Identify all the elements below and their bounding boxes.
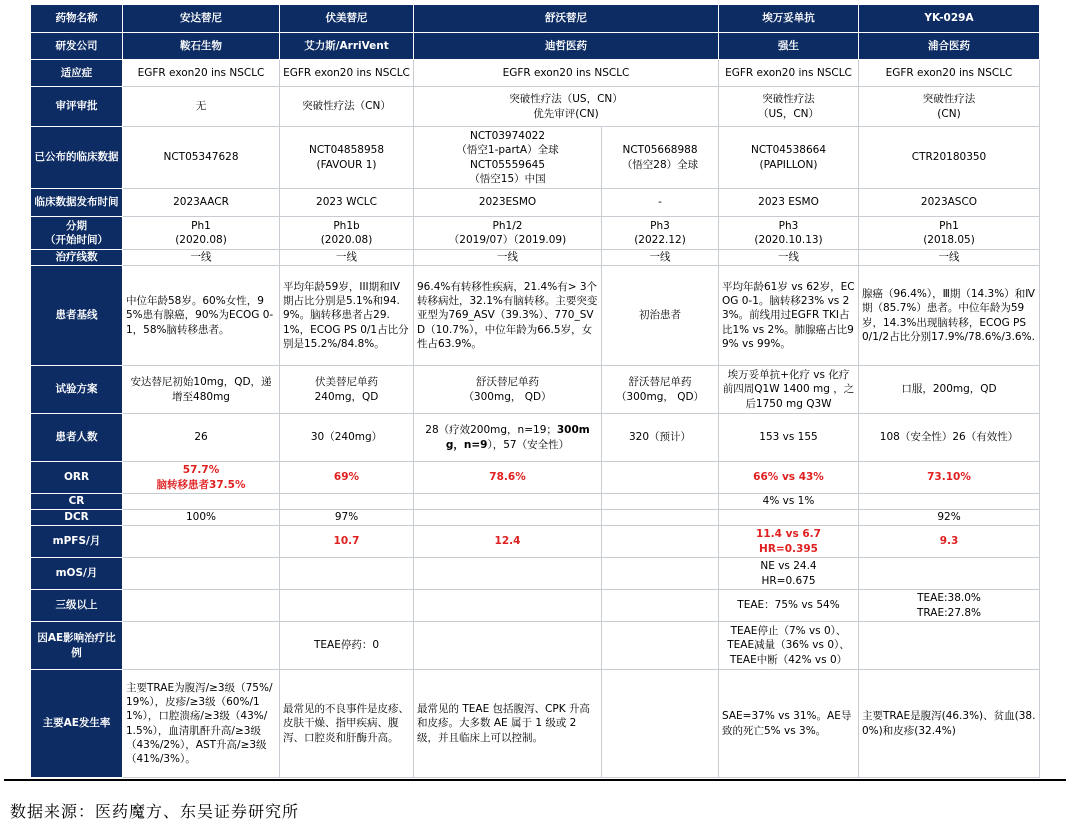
cell [602, 494, 719, 510]
row-label: DCR [31, 510, 123, 526]
patients-text-a: 28（疗效200mg，n=19； [425, 424, 557, 437]
cell: NCT05668988 （悟空28）全球 [602, 127, 719, 189]
cell [859, 494, 1040, 510]
header-drug-2: 伏美替尼 [280, 5, 414, 33]
cell [414, 510, 602, 526]
cell: 2023ASCO [859, 189, 1040, 217]
row-label: ORR [31, 462, 123, 494]
cell: 中位年龄58岁。60%女性，95%患有腺癌，90%为ECOG 0-1，58%脑转移患者。 [123, 266, 280, 366]
cell [859, 558, 1040, 590]
row-label: 主要AE发生率 [31, 670, 123, 778]
cell [719, 510, 859, 526]
cell: TEAE:38.0% TRAE:27.8% [859, 590, 1040, 622]
cell [602, 510, 719, 526]
cell: 11.4 vs 6.7 HR=0.395 [719, 526, 859, 558]
cell: 突破性疗法 (CN) [859, 87, 1040, 127]
cell: 12.4 [414, 526, 602, 558]
cell: 69% [280, 462, 414, 494]
cell: EGFR exon20 ins NSCLC [280, 60, 414, 87]
row-company [31, 33, 1040, 60]
cell: 2023 WCLC [280, 189, 414, 217]
cell: CTR20180350 [859, 127, 1040, 189]
cell: 一线 [123, 250, 280, 266]
cell [602, 558, 719, 590]
cell: 2023AACR [123, 189, 280, 217]
cell: Ph1b (2020.08) [280, 217, 414, 250]
cell: 2023ESMO [414, 189, 602, 217]
row-line [31, 250, 1040, 266]
cell: 10.7 [280, 526, 414, 558]
cell: 26 [123, 414, 280, 462]
cell [859, 622, 1040, 670]
cell: 初治患者 [602, 266, 719, 366]
cell: 浦合医药 [859, 33, 1040, 60]
cell: 突破性疗法（US，CN） 优先审评(CN) [414, 87, 719, 127]
row-main-ae [31, 670, 1040, 778]
cell: NCT03974022 （悟空1-partA）全球 NCT05559645 （悟空15）中国 [414, 127, 602, 189]
cell: EGFR exon20 ins NSCLC [123, 60, 280, 87]
cell: 92% [859, 510, 1040, 526]
cell: 强生 [719, 33, 859, 60]
cell: 97% [280, 510, 414, 526]
cell: 平均年龄61岁 vs 62岁，ECOG 0-1。脑转移23% vs 23%。前线用过EGFR TKI占比1% vs 2%。肺腺癌占比99% vs 99%。 [719, 266, 859, 366]
cell: 伏美替尼单药 240mg，QD [280, 366, 414, 414]
cell: - [602, 189, 719, 217]
cell: 舒沃替尼单药 （300mg， QD） [602, 366, 719, 414]
cell: 57.7% 脑转移患者37.5% [123, 462, 280, 494]
cell: Ph1/2 （2019/07）（2019.09) [414, 217, 602, 250]
header-row [31, 5, 1040, 33]
footer-divider [4, 779, 1066, 781]
row-label: CR [31, 494, 123, 510]
row-release [31, 189, 1040, 217]
cell: NE vs 24.4 HR=0.675 [719, 558, 859, 590]
cell: 108（安全性）26（有效性） [859, 414, 1040, 462]
row-cr [31, 494, 1040, 510]
cell: 一线 [280, 250, 414, 266]
row-label: mOS/月 [31, 558, 123, 590]
cell [123, 590, 280, 622]
cell: SAE=37% vs 31%。AE导致的死亡5% vs 3%。 [719, 670, 859, 778]
cell: TEAE：75% vs 54% [719, 590, 859, 622]
cell: 埃万妥单抗+化疗 vs 化疗 前四周Q1W 1400 mg ，之后1750 mg Q3W [719, 366, 859, 414]
cell [123, 622, 280, 670]
cell: Ph1 (2018.05) [859, 217, 1040, 250]
cell: 73.10% [859, 462, 1040, 494]
row-label: 研发公司 [31, 33, 123, 60]
cell [280, 558, 414, 590]
header-drug-1: 安达替尼 [123, 5, 280, 33]
cell [414, 590, 602, 622]
cell: 一线 [859, 250, 1040, 266]
row-mpfs [31, 526, 1040, 558]
row-indication [31, 60, 1040, 87]
row-label: 已公布的临床数据 [31, 127, 123, 189]
cell: 96.4%有转移性疾病，21.4%有> 3个转移病灶，32.1%有脑转移。主要突变亚型为769_ASV（39.3%）、770_SVD（10.7%），中位年龄为66.5岁，女性占63.9%。 [414, 266, 602, 366]
row-label: 分期 （开始时间） [31, 217, 123, 250]
cell [602, 462, 719, 494]
cell: 鞍石生物 [123, 33, 280, 60]
header-drug-4: 埃万妥单抗 [719, 5, 859, 33]
row-mos [31, 558, 1040, 590]
row-label: 患者基线 [31, 266, 123, 366]
cell [414, 622, 602, 670]
cell: 320（预计） [602, 414, 719, 462]
cell: 30（240mg） [280, 414, 414, 462]
cell: NCT04538664 (PAPILLON) [719, 127, 859, 189]
row-phase [31, 217, 1040, 250]
cell: 平均年龄59岁，III期和IV期占比分别是5.1%和94.9%。脑转移患者占29.1%，ECOG PS 0/1占比分别是15.2%/84.8%。 [280, 266, 414, 366]
cell: 安达替尼初始10mg，QD，递增至480mg [123, 366, 280, 414]
row-trial-id [31, 127, 1040, 189]
row-label: mPFS/月 [31, 526, 123, 558]
row-regimen [31, 366, 1040, 414]
row-label: 治疗线数 [31, 250, 123, 266]
cell: 4% vs 1% [719, 494, 859, 510]
cell: 舒沃替尼单药 （300mg， QD） [414, 366, 602, 414]
cell: 口服，200mg，QD [859, 366, 1040, 414]
cell [123, 494, 280, 510]
data-source-note: 数据来源：医药魔方、东吴证券研究所 [10, 802, 300, 821]
cell: Ph3 (2020.10.13) [719, 217, 859, 250]
row-baseline [31, 266, 1040, 366]
cell: 78.6% [414, 462, 602, 494]
cell [414, 494, 602, 510]
cell: 迪哲医药 [414, 33, 719, 60]
cell [123, 526, 280, 558]
cell [602, 526, 719, 558]
cell: Ph3 (2022.12) [602, 217, 719, 250]
cell: 无 [123, 87, 280, 127]
cell: 9.3 [859, 526, 1040, 558]
cell: 153 vs 155 [719, 414, 859, 462]
cell: 突破性疗法（CN） [280, 87, 414, 127]
cell: 一线 [602, 250, 719, 266]
drug-comparison-table [30, 4, 1040, 778]
row-label: 患者人数 [31, 414, 123, 462]
cell: 主要TRAE是腹泻(46.3%)、贫血(38.0%)和皮疹(32.4%) [859, 670, 1040, 778]
row-label: 适应症 [31, 60, 123, 87]
cell-sunvozertinib-patients [414, 414, 602, 462]
cell [123, 558, 280, 590]
row-label: 临床数据发布时间 [31, 189, 123, 217]
row-patients [31, 414, 1040, 462]
cell: EGFR exon20 ins NSCLC [414, 60, 719, 87]
cell: 艾力斯/ArriVent [280, 33, 414, 60]
patients-text-b: 300mg，n=9 [445, 424, 590, 451]
cell [414, 558, 602, 590]
cell [280, 494, 414, 510]
cell: 腺癌（96.4%），Ⅲ期（14.3%）和Ⅳ期（85.7%）患者。中位年龄为59岁，14.3%出现脑转移，ECOG PS 0/1/2占比分别17.9%/78.6%/3.6%. [859, 266, 1040, 366]
row-label: 审评审批 [31, 87, 123, 127]
patients-text-c: ），57（安全性） [487, 438, 570, 451]
cell: 100% [123, 510, 280, 526]
row-review [31, 87, 1040, 127]
cell: 最常见的 TEAE 包括腹泻、CPK 升高和皮疹。大多数 AE 属于 1 级或 2 级，并且临床上可以控制。 [414, 670, 602, 778]
cell [280, 590, 414, 622]
cell: NCT04858958 (FAVOUR 1) [280, 127, 414, 189]
cell: 2023 ESMO [719, 189, 859, 217]
cell: 一线 [719, 250, 859, 266]
cell: 一线 [414, 250, 602, 266]
row-grade3 [31, 590, 1040, 622]
row-orr [31, 462, 1040, 494]
cell: EGFR exon20 ins NSCLC [719, 60, 859, 87]
cell: 突破性疗法 （US，CN） [719, 87, 859, 127]
row-label: 三级以上 [31, 590, 123, 622]
cell: NCT05347628 [123, 127, 280, 189]
cell: 主要TRAE为腹泻/≥3级（75%/19%），皮疹/≥3级（60%/11%），口腔溃疡/≥3级（43%/1.5%），血清肌酐升高/≥3级（43%/2%），AST升高/≥3级（41%/3%）。 [123, 670, 280, 778]
cell: 最常见的不良事件是皮疹、皮肤干燥、指甲疾病、腹泻、口腔炎和肝酶升高。 [280, 670, 414, 778]
cell: Ph1 (2020.08) [123, 217, 280, 250]
row-label: 因AE影响治疗比例 [31, 622, 123, 670]
cell: TEAE停药：0 [280, 622, 414, 670]
row-label: 试验方案 [31, 366, 123, 414]
header-label: 药物名称 [31, 5, 123, 33]
row-ae-discontinue [31, 622, 1040, 670]
header-drug-3: 舒沃替尼 [414, 5, 719, 33]
header-drug-5: YK-029A [859, 5, 1040, 33]
cell: TEAE停止（7% vs 0）、 TEAE减量（36% vs 0）、 TEAE中断（42% vs 0） [719, 622, 859, 670]
cell: 66% vs 43% [719, 462, 859, 494]
cell [602, 622, 719, 670]
cell: EGFR exon20 ins NSCLC [859, 60, 1040, 87]
cell [602, 590, 719, 622]
row-dcr [31, 510, 1040, 526]
cell [602, 670, 719, 778]
